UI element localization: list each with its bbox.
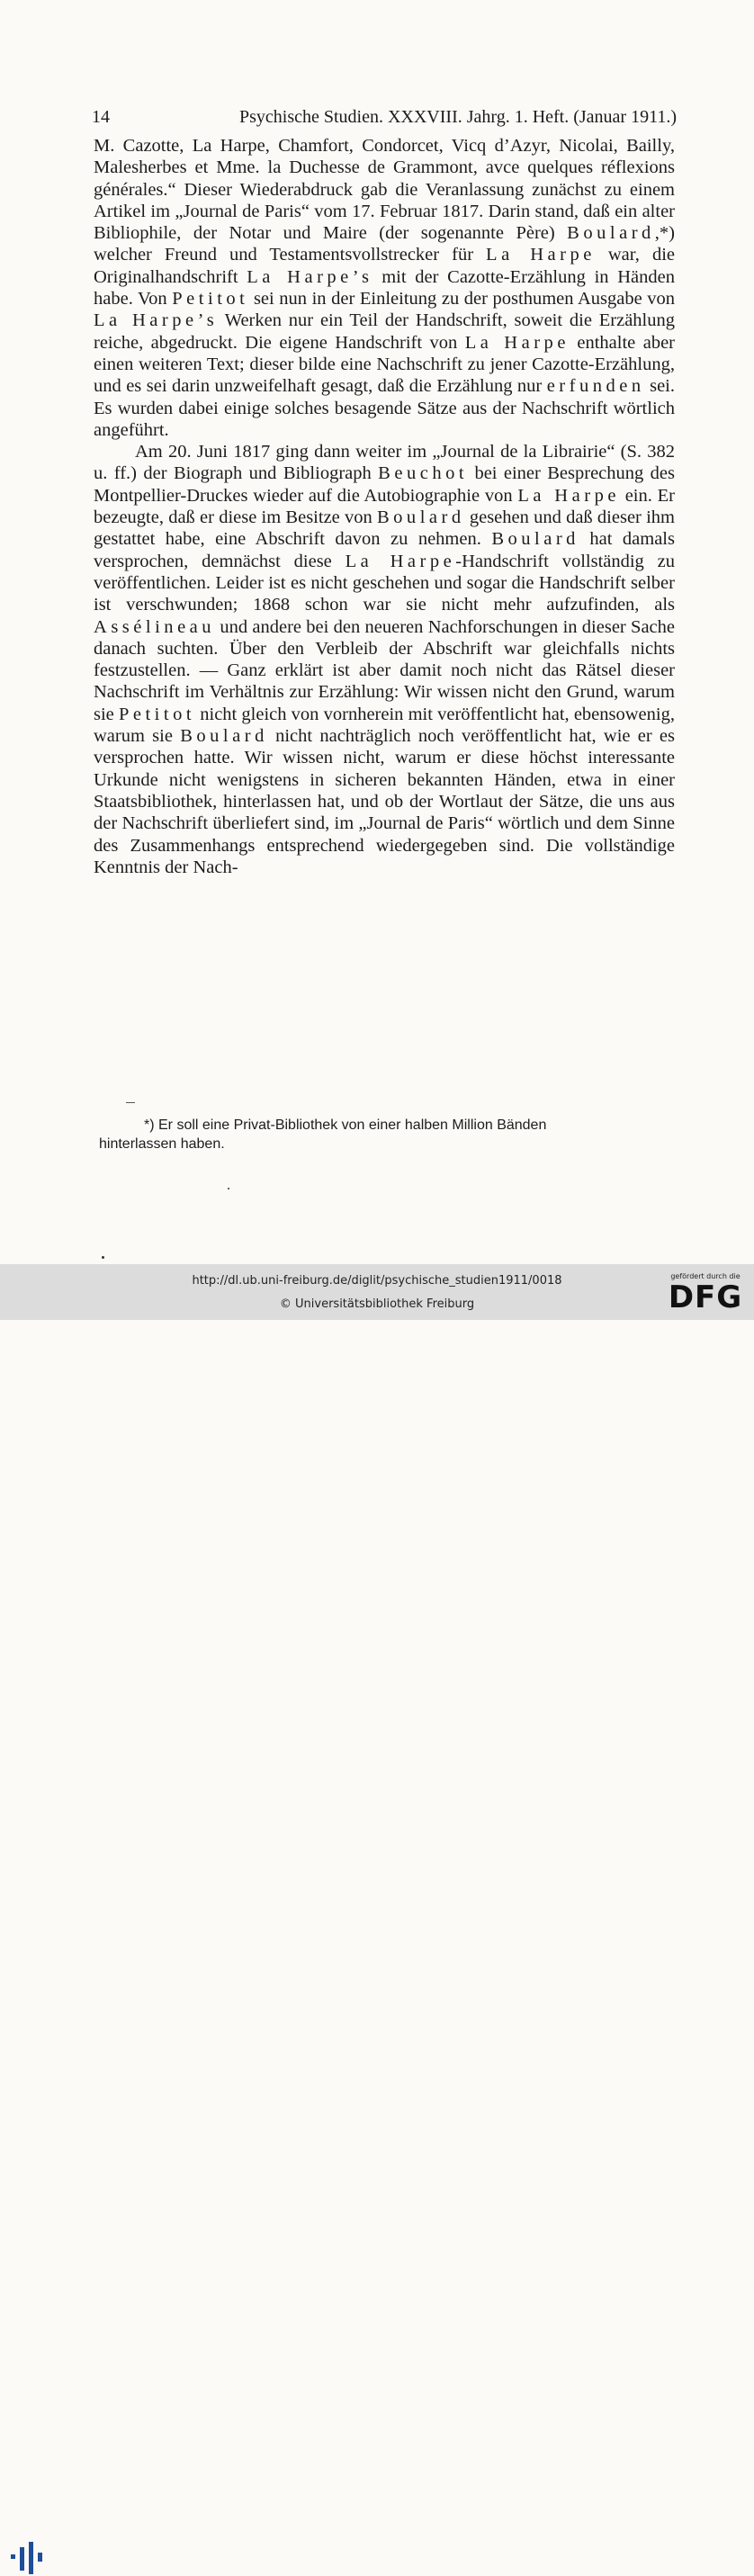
spaced-name: Assélineau [94,616,216,637]
scanned-page [0,0,754,1264]
paragraph-2: Am 20. Juni 1817 ging dann weiter im „Journal de la Librairie“ (S. 382 u. ff.) der Biograph und Bibliograph Beuchot bei einer Besprechung des Montpellier-Druckes wieder auf die Autobiographie von La Harpe ein. Er bezeugte, daß er diese im Besitze von Boulard gesehen und daß dieser ihm gestattet habe, eine Abschrift davon zu nehmen. Boulard hat damals versprochen, demnächst diese La Harpe-Handschrift vollständig zu veröffentlichen. Leider ist es nicht geschehen und sogar die Handschrift selber ist verschwunden; 1868 schon war sie nicht mehr aufzufinden, als Assélineau und andere bei den neueren Nachforschungen in dieser Sache danach suchten. Über den Verbleib der Abschrift war gleichfalls nichts festzustellen. — Ganz erklärt ist aber damit noch nicht das Rätsel dieser Nachschrift im Verhältnis zur Erzählung: Wir wissen nicht den Grund, warum sie Petitot nicht gleich von vornherein mit veröffentlicht hat, ebensowenig, warum sie Boulard nicht nachträglich noch veröffentlicht hat, wie er es versprochen hatte. Wir wissen nicht, warum er diese höchst interessante Urkunde nicht wenigstens in sicheren bekannten Händen, etwa in einer Staatsbibliothek, hinterlassen hat, und ob der Wortlaut der Sätze, die uns aus der Nachschrift überliefert sind, im „Journal de Paris“ wörtlich und dem Sinne des Zusammenhangs entsprechend wiedergegeben sind. Die vollständige Kenntnis der Nach- [94,442,676,877]
spaced-name: La Harpe [464,332,570,353]
viewer-footer [0,1264,754,1320]
paragraph-1: M. Cazotte, La Harpe, Chamfort, Condorcet, Vicq d’Azyr, Nicolai, Bailly, Malesherbes et Mme. la Duchesse de Grammont, avce quelques réflexions générales.“ Dieser Wiederabdruck gab die Veranlassung zunächst zu einem Artikel im „Journal de Paris“ vom 17. Februar 1817. Darin stand, daß ein alter Bibliophile, der Notar und Maire (der sogenannte Père) Boulard,*) welcher Freund und Testamentsvollstrecker für La Harpe war, die Originalhandschrift La Harpe’s mit der Cazotte-Erzählung in Händen habe. Von Petitot sei nun in der Einleitung zu der posthumen Ausgabe von La Harpe’s Werken nur ein Teil der Handschrift, soweit die Erzählung reiche, abgedruckt. Die eigene Handschrift von La Harpe enthalte aber einen weiteren Text; dieser bilde eine Nachschrift zu jener Cazotte-Erzählung, und es sei darin unzweifelhaft gesagt, daß die Erzählung nur erfunden sei. Es wurden dabei einige solches besagende Sätze aus der Nachschrift wörtlich angeführt. [94,136,675,440]
spaced-name: Petitot [172,289,249,310]
copyright-notice: © Universitätsbibliothek Freiburg [279,1297,475,1311]
spaced-name: Boulard [376,507,465,528]
footnote-rule [126,1102,135,1103]
university-library-logo-icon [9,2540,49,2576]
spaced-name: La Harpe [517,485,620,506]
spaced-name: Boulard [567,223,655,244]
running-title: Psychische Studien. XXXVIII. Jahrg. 1. Heft. (Januar 1911.) [238,107,677,127]
running-head [92,104,677,130]
spaced-name: Boulard [180,726,268,747]
spaced-name: Beuchot [378,463,469,484]
footnote-line-2: hinterlassen haben. [99,1136,225,1152]
spaced-name: La Harpe [486,245,596,265]
spaced-name: La Harpe’s [94,310,219,331]
footnote [99,1116,679,1153]
spaced-name: Petitot [118,704,196,724]
body-text [94,135,675,878]
footnote-line-1: *) Er soll eine Privat-Bibliothek von einer halben Million Bänden [144,1117,547,1133]
paper-speck [228,1188,229,1189]
spaced-name: Boulard [491,529,579,550]
dfg-tagline: gefördert durch die [670,1272,741,1280]
spaced-name: La Harpe [345,551,456,571]
spaced-word: erfunden [546,376,645,397]
paper-speck [102,1256,104,1259]
dfg-logo-icon: DFG [668,1279,743,1315]
page-number: 14 [92,107,110,127]
spaced-name: La Harpe’s [247,266,373,287]
permalink-url[interactable]: http://dl.ub.uni-freiburg.de/diglit/psychische_studien1911/0018 [192,1274,562,1288]
